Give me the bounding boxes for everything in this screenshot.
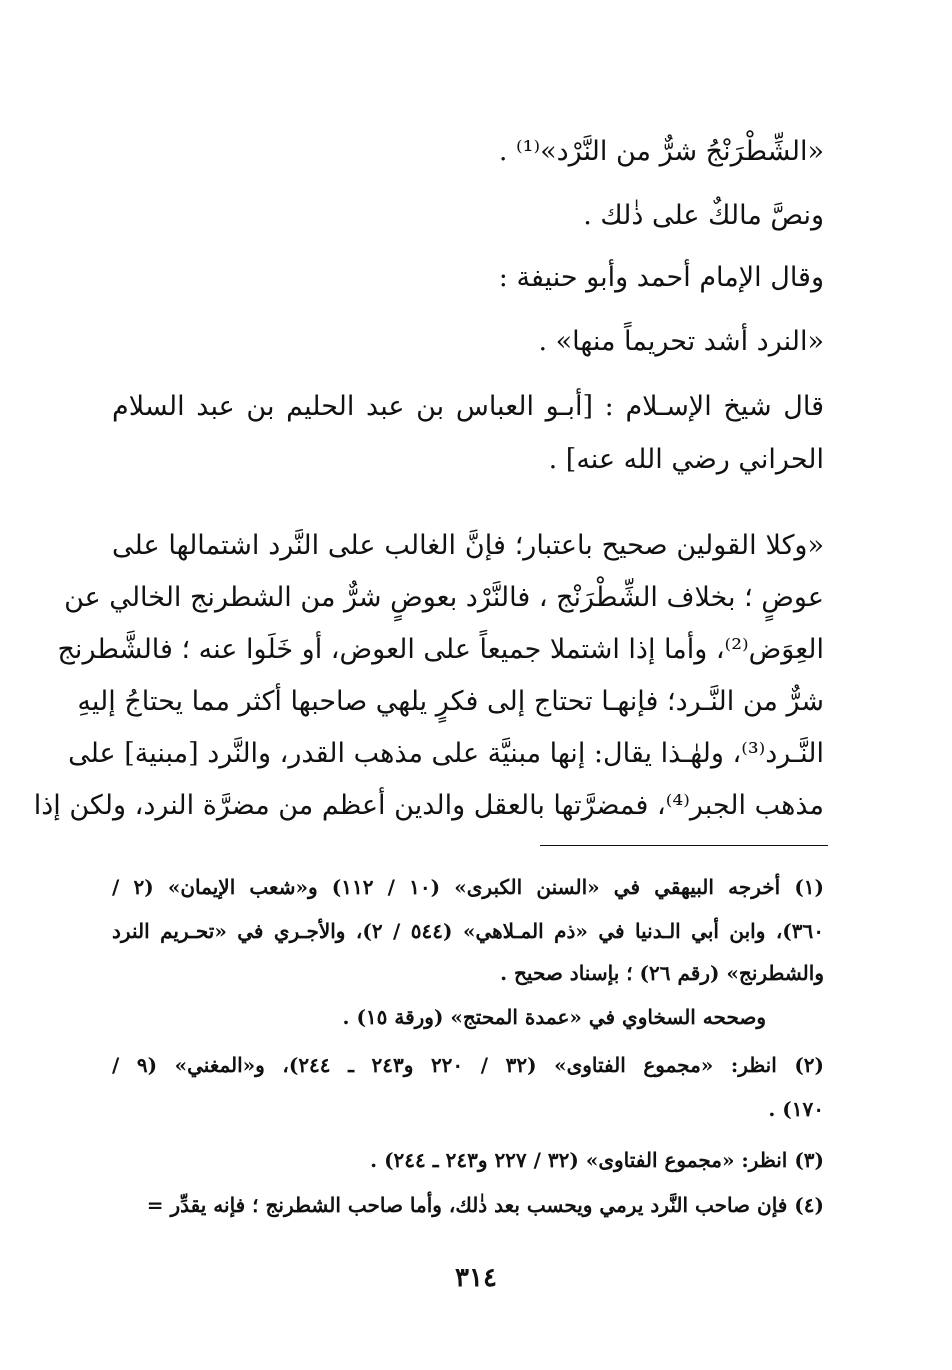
body-line-1: «الشِّطْرَنْجُ شرٌّ من النَّرْد»⁽¹⁾ . xyxy=(498,136,824,167)
body-line-4: «النرد أشد تحريماً منها» . xyxy=(538,326,824,357)
body-line-12: مذهب الجبر⁽⁴⁾، فمضرَّتها بالعقل والدين أعظم من مضرَّة النرد، ولكن إذا xyxy=(33,790,824,821)
footnote-line-1: (١) أخرجه البيهقي في «السنن الكبرى» (١٠ / ١١٢) و«شعب الإيمان» (٢ / xyxy=(112,875,824,899)
footnote-line-7: (٣) انظر: «مجموع الفتاوى» (٣٢ / ٢٢٧ و٢٤٣ ـ ٢٤٤) . xyxy=(370,1148,824,1172)
body-line-6: الحراني رضي الله عنه] . xyxy=(548,444,824,475)
body-line-8: عوضٍ ؛ بخلاف الشِّطْرَنْج ، فالنَّرْد بعوضٍ شرٌّ من الشطرنج الخالي عن xyxy=(64,582,824,613)
footnote-line-3: والشطرنج» (رقم ٢٦) ؛ بإسناد صحيح . xyxy=(500,961,824,985)
footnote-line-8: (٤) فإن صاحب النَّرد يرمي ويحسب بعد ذٰلك، وأما صاحب الشطرنج ؛ فإنه يقدِّر = xyxy=(146,1193,824,1217)
body-line-5: قال شيخ الإسـلام : [أبـو العباس بن عبد الحليم بن عبد السلام xyxy=(112,391,824,422)
body-line-2: ونصَّ مالكٌ على ذٰلك . xyxy=(583,200,824,231)
page-number: ٣١٤ xyxy=(455,1263,497,1293)
footnote-line-2: ٣٦٠)، وابن أبي الـدنيا في «ذم المـلاهي» (٥٤٤ / ٢)، والأجـري في «تحـريم النرد xyxy=(112,919,824,943)
footnote-line-4: وصححه السخاوي في «عمدة المحتج» (ورقة ١٥) . xyxy=(342,1005,766,1029)
body-line-9: العِوَض⁽²⁾، وأما إذا اشتملا جميعاً على العوض، أو خَلَوا عنه ؛ فالشَّطرنج xyxy=(57,634,824,665)
body-line-3: وقال الإمام أحمد وأبو حنيفة : xyxy=(498,262,824,293)
footnote-line-6: ١٧٠) . xyxy=(768,1097,824,1121)
footnote-separator xyxy=(540,845,828,846)
body-line-7: «وكلا القولين صحيح باعتبار؛ فإنَّ الغالب على النَّرد اشتمالها على xyxy=(112,530,824,561)
footnote-line-5: (٢) انظر: «مجموع الفتاوى» (٣٢ / ٢٢٠ و٢٤٣ ـ ٢٤٤)، و«المغني» (٩ / xyxy=(112,1053,824,1077)
body-line-10: شرٌّ من النَّـرد؛ فإنهـا تحتاج إلى فكرٍ يلهي صاحبها أكثر مما يحتاجُ إليهِ xyxy=(77,686,824,717)
body-line-11: النَّـرد⁽³⁾، ولهٰـذا يقال: إنها مبنيَّة على مذهب القدر، والنَّرد [مبنية] على xyxy=(68,738,824,769)
